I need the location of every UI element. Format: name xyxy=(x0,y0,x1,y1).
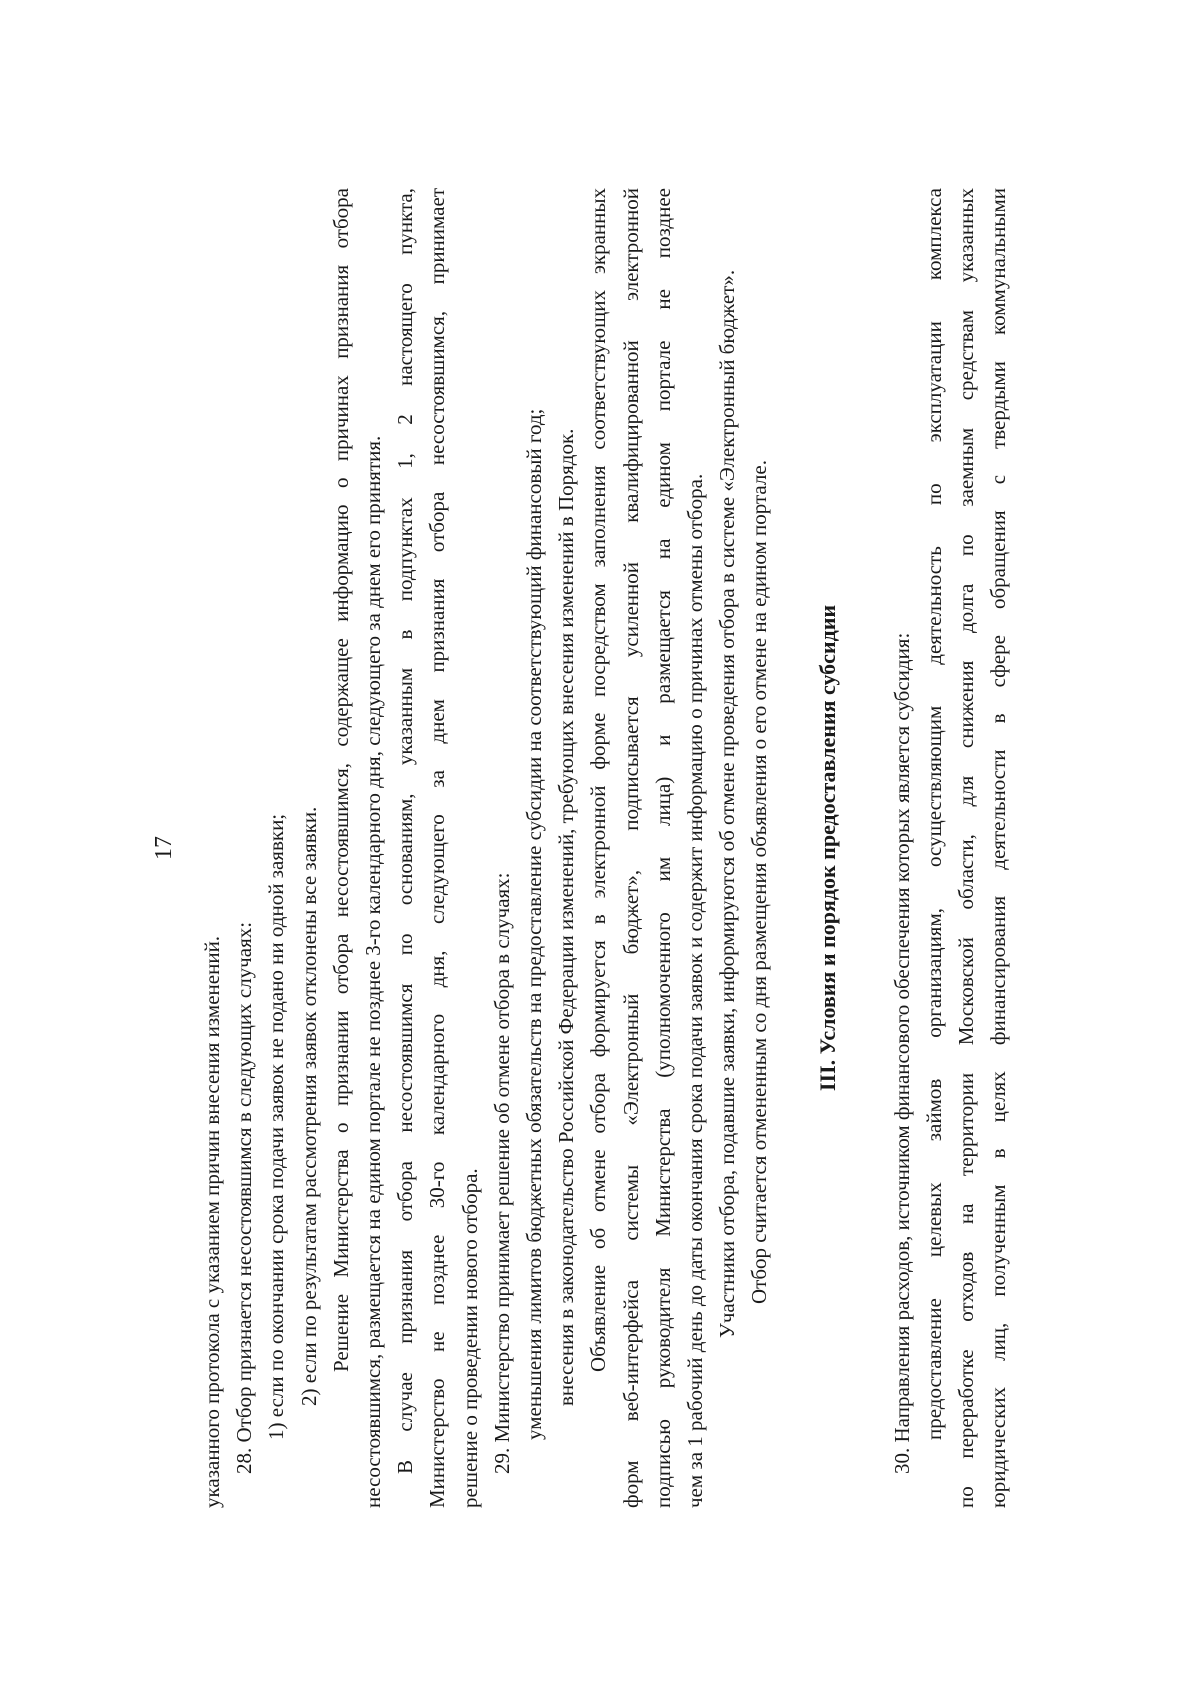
text-line: решение о проведении нового отбора. xyxy=(457,1168,482,1508)
text-line: форм веб-интерфейса системы «Электронный бюджет», подписывается усиленной квалифицированной электронной xyxy=(618,188,643,1508)
text-line: 29. Министерство принимает решение об отмене отбора в случаях: xyxy=(489,872,514,1474)
text-line: юридических лиц, полученным в целях финансирования деятельности в сфере обращения с твердыми коммунальными xyxy=(986,188,1011,1508)
text-line: 1) если по окончании срока подачи заявок не подано ни одной заявки; xyxy=(264,813,289,1440)
document-page xyxy=(152,188,1032,1508)
text-line: по переработке отходов на территории Московской области, для снижения долга по заемным средствам указанных xyxy=(954,188,979,1508)
text-line: подписью руководителя Министерства (уполномоченного им лица) и размещается на едином портале не позднее xyxy=(650,188,675,1508)
text-line: Участники отбора, подавшие заявки, информируются об отмене проведения отбора в системе «Электронный бюджет». xyxy=(715,269,740,1338)
text-line: 2) если по результатам рассмотрения заявок отклонены все заявки. xyxy=(296,806,321,1406)
text-line: Отбор считается отмененным со дня размещения объявления о его отмене на едином портале. xyxy=(747,460,772,1304)
text-line: 28. Отбор признается несостоявшимся в следующих случаях: xyxy=(232,921,257,1474)
text-line: Министерство не позднее 30-го календарного дня, следующего за днем признания отбора несостоявшимся, принимает xyxy=(425,188,450,1508)
text-line: Объявление об отмене отбора формируется в электронной форме посредством заполнения соответствующих экранных xyxy=(586,188,611,1372)
text-line: 30. Направления расходов, источником финансового обеспечения которых является субсидия: xyxy=(889,632,914,1474)
text-line: Решение Министерства о признании отбора несостоявшимся, содержащее информацию о причинах признания отбора xyxy=(328,188,353,1372)
text-line: чем за 1 рабочий день до даты окончания срока подачи заявок и содержит информацию о причинах отмены отбора. xyxy=(683,473,708,1508)
page-number: 17 xyxy=(151,836,177,860)
document-body xyxy=(196,188,776,1508)
text-line: предоставление целевых займов организациям, осуществляющим деятельность по эксплуатации комплекса xyxy=(921,188,946,1440)
text-line: несостоявшимся, размещается на едином портале не позднее 3-го календарного дня, следующего за днем его принятия. xyxy=(361,435,386,1508)
text-line: внесения в законодательство Российской Федерации изменений, требующих внесения изменений в Порядок. xyxy=(554,428,579,1406)
document-body-continued xyxy=(886,188,1015,1508)
section-heading: III. Условия и порядок предоставления субсидии xyxy=(814,604,840,1092)
text-line: В случае признания отбора несостоявшимся по основаниям, указанным в подпунктах 1, 2 настоящего пункта, xyxy=(393,188,418,1474)
text-line: уменьшения лимитов бюджетных обязательств на предоставление субсидии на соответствующий финансовый год; xyxy=(522,408,547,1440)
text-line: указанного протокола с указанием причин внесения изменений. xyxy=(200,935,224,1508)
